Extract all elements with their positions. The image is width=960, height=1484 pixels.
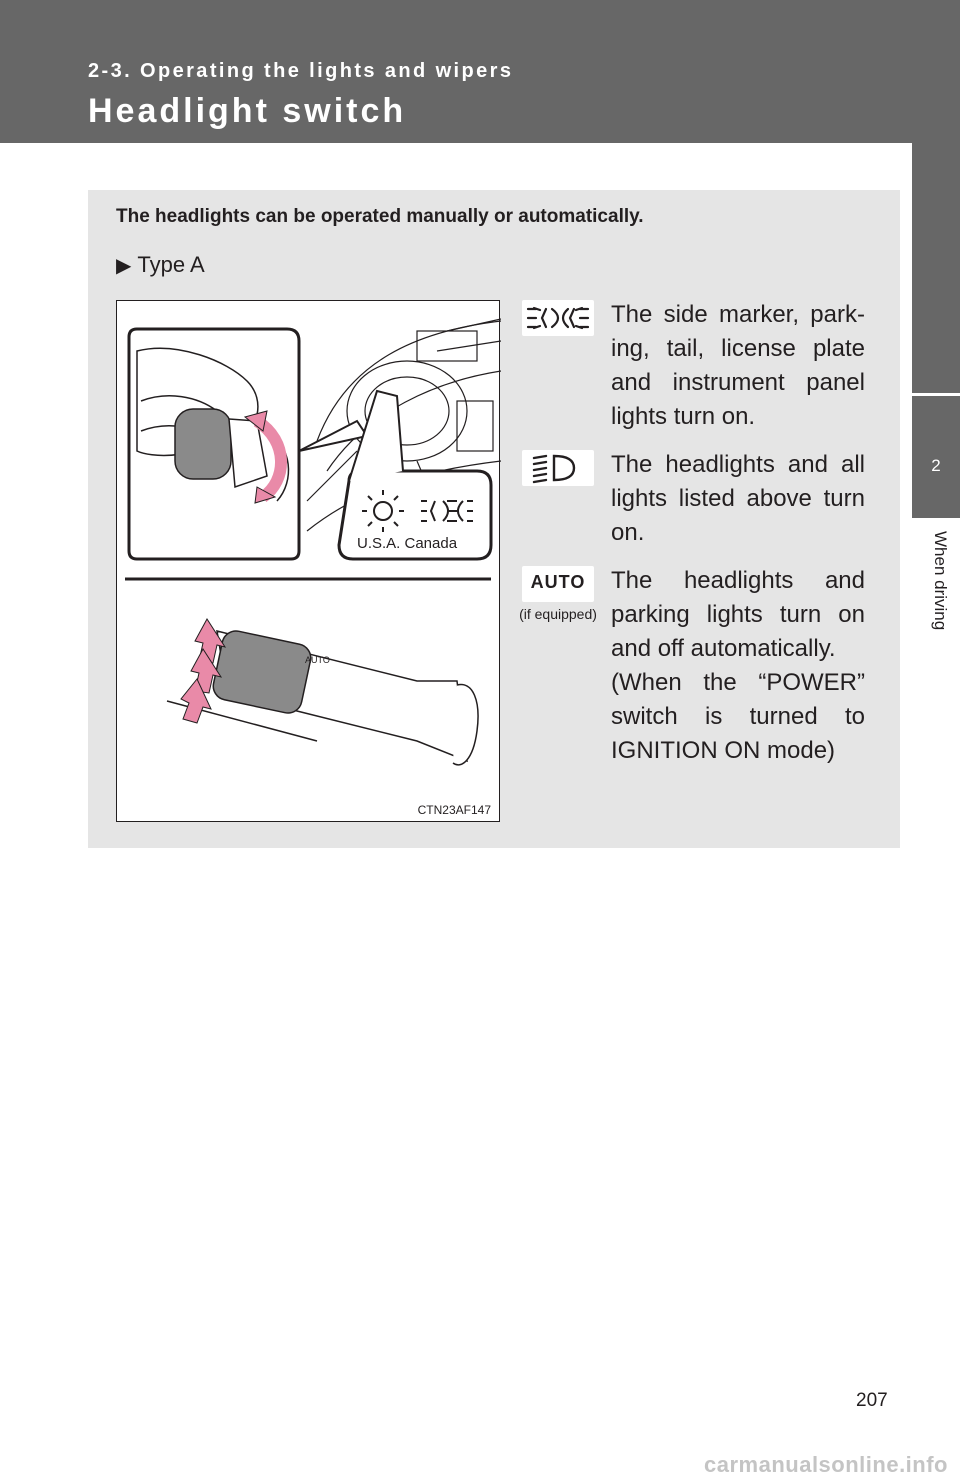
type-label: Type A [137,252,205,277]
side-tab-label [912,521,960,711]
page-header [0,0,960,143]
region-label: U.S.A. Canada [357,535,458,552]
switch-illustration [117,301,501,823]
headlight-icon [522,450,594,486]
auto-icon-text: AUTO [530,572,586,592]
page-title: Headlight switch [88,92,407,130]
chapter-name: When driving [931,531,950,631]
equipment-note: (if equipped) [519,606,597,622]
parking-lights-description: The side marker, park-ing, tail, license plate and instrument panel lights turn on. [611,301,865,430]
chapter-number: 2 [931,456,941,475]
page-number: 207 [856,1390,888,1411]
auto-icon [522,566,594,602]
parking-lights-icon [522,300,594,336]
side-tab-chapter[interactable] [912,393,960,518]
arrow-right-icon: ▶ [116,254,132,277]
section-label: 2-3. Operating the lights and wipers [88,60,514,82]
intro-text: The headlights can be operated manually or automatically. [116,206,644,227]
auto-description: The headlights and parking lights turn on and off automatically. [611,567,865,662]
headlight-description: The headlights and all lights listed above turn on. [611,451,865,546]
side-tab-top [912,143,960,393]
type-heading [116,252,205,278]
headlight-switch-figure [116,300,500,822]
svg-text:AUTO: AUTO [305,655,330,665]
info-panel [88,190,900,848]
watermark: carmanualsonline.info [704,1452,948,1477]
power-mode-note: (When the “POWER” switch is turned to IGNITION ON mode) [611,669,865,764]
figure-code: CTN23AF147 [417,803,491,817]
